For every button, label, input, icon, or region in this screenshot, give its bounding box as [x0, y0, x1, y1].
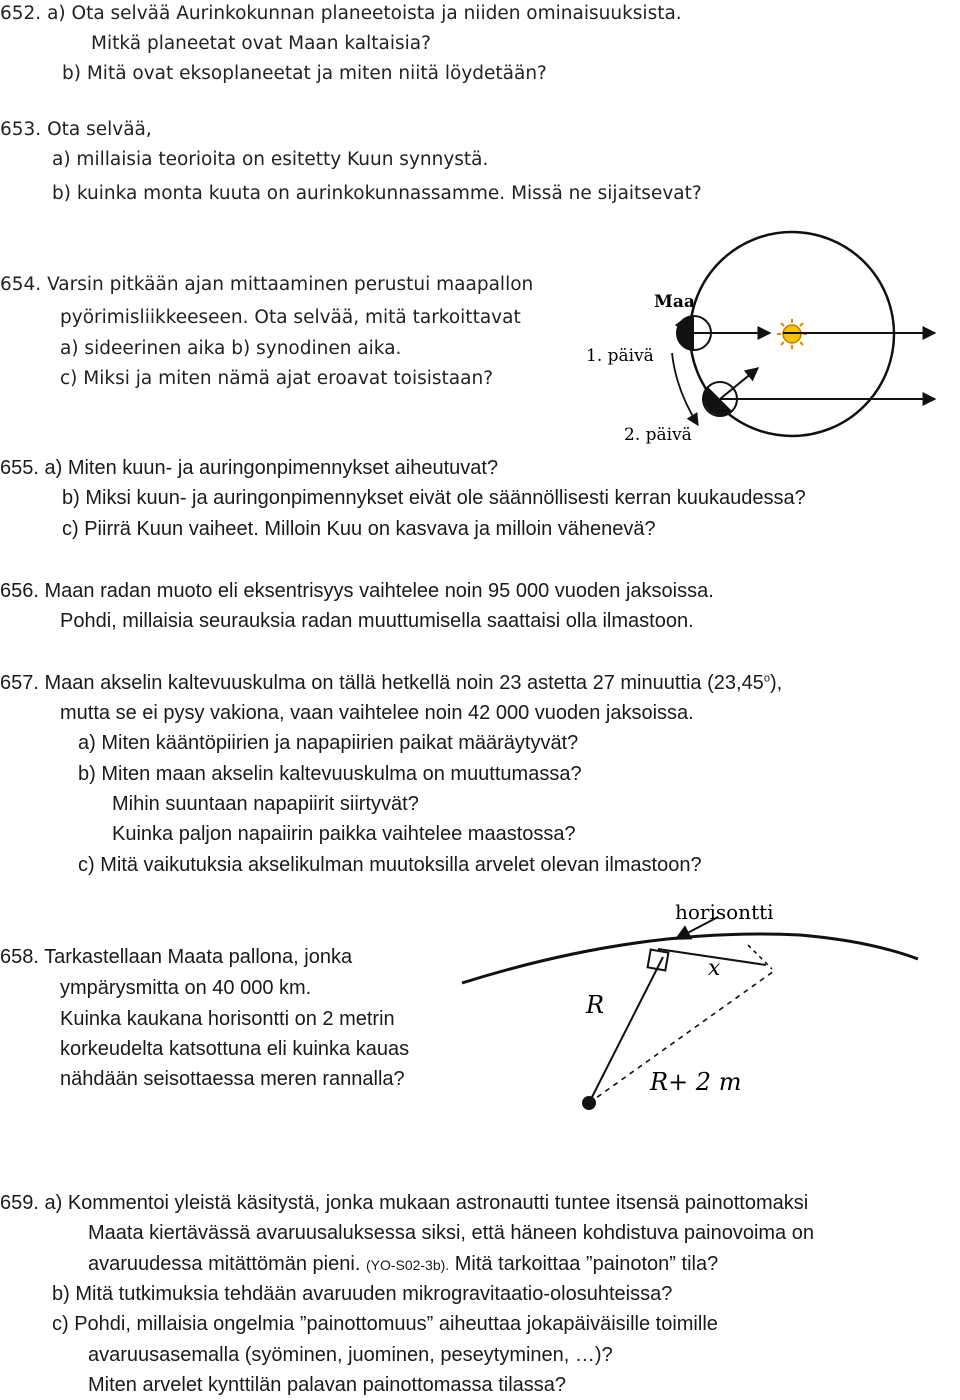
horizon-diagram [450, 895, 960, 1130]
q654-line1: 654. Varsin pitkään ajan mittaaminen perustui maapallon [0, 274, 534, 295]
q659-line4: b) Mitä tutkimuksia tehdään avaruuden mikrogravitaatio-olosuhteissa? [52, 1283, 673, 1305]
orbit-label-day1: 1. päivä [586, 346, 654, 366]
earth-arc [462, 934, 918, 983]
label-x: x [708, 956, 721, 981]
q652-line3: b) Mitä ovat eksoplaneetat ja miten niitä löydetään? [62, 63, 547, 84]
q657-line5: Mihin suuntaan napapiirit siirtyvät? [112, 793, 419, 815]
q652-line1: 652. a) Ota selvää Aurinkokunnan planeetoista ja niiden ominaisuuksista. [0, 3, 682, 24]
q653-line3: b) kuinka monta kuuta on aurinkokunnassamme. Missä ne sijaitsevat? [52, 183, 702, 204]
earth-day2 [703, 368, 935, 416]
q657-line7: c) Mitä vaikutuksia akselikulman muutoksilla arvelet olevan ilmastoon? [78, 854, 702, 876]
q659-line7: Miten arvelet kynttilän palavan painottomassa tilassa? [88, 1374, 567, 1396]
q658-line4: korkeudelta katsottuna eli kuinka kauas [60, 1038, 410, 1060]
orbit-diagram [580, 225, 960, 450]
label-horisontti: horisontti [675, 900, 774, 924]
q657-line6: Kuinka paljon napaiirin paikka vaihtelee maastossa? [112, 823, 576, 845]
q659-line1: 659. a) Kommentoi yleistä käsitystä, jonka mukaan astronautti tuntee itsensä painottomaksi [0, 1192, 809, 1214]
q658-line2: ympärysmitta on 40 000 km. [60, 977, 312, 999]
q654-line4: c) Miksi ja miten nämä ajat eroavat toisistaan? [60, 368, 494, 389]
q653-line1: 653. Ota selvää, [0, 119, 152, 140]
q657-line2: mutta se ei pysy vakiona, vaan vaihtelee noin 42 000 vuoden jaksoissa. [60, 702, 694, 724]
q655-line3: c) Piirrä Kuun vaiheet. Milloin Kuu on kasvava ja milloin vähenevä? [62, 518, 656, 540]
label-r: R [586, 991, 605, 1019]
q659-line5: c) Pohdi, millaisia ongelmia ”painottomuus” aiheuttaa jokapäiväisille toimille [52, 1313, 718, 1335]
q659-line6: avaruusasemalla (syöminen, juominen, peseytyminen, …)? [88, 1344, 613, 1366]
q656-line1: 656. Maan radan muoto eli eksentrisyys vaihtelee noin 95 000 vuoden jaksoissa. [0, 580, 714, 602]
q659-line3: avaruudessa mitättömän pieni. (YO-S02-3b). Mitä tarkoittaa ”painoton” tila? [88, 1253, 719, 1275]
q657-line1: 657. Maan akselin kaltevuuskulma on tällä hetkellä noin 23 astetta 27 minuuttia (23,45$^o$), [0, 672, 783, 694]
q659-line2: Maata kiertävässä avaruusaluksessa siksi, että häneen kohdistuva painovoima on [88, 1222, 814, 1244]
earth-day1 [677, 316, 770, 350]
q658-line3: Kuinka kaukana horisontti on 2 metrin [60, 1008, 395, 1030]
q657-line4: b) Miten maan akselin kaltevuuskulma on muuttumassa? [78, 763, 582, 785]
orbit-label-day2: 2. päivä [624, 425, 692, 445]
q658-line5: nähdään seisottaessa meren rannalla? [60, 1068, 405, 1090]
q656-line2: Pohdi, millaisia seurauksia radan muuttumisella saattaisi olla ilmastoon. [60, 610, 694, 632]
q658-line1: 658. Tarkastellaan Maata pallona, jonka [0, 946, 353, 968]
q654-line3: a) sideerinen aika b) synodinen aika. [60, 338, 402, 359]
orbit-label-maa: Maa [654, 292, 695, 312]
q653-line2: a) millaisia teorioita on esitetty Kuun synnystä. [52, 149, 489, 170]
q657-line3: a) Miten kääntöpiirien ja napapiirien paikat määräytyvät? [78, 732, 579, 754]
q654-line2: pyörimisliikkeeseen. Ota selvää, mitä tarkoittavat [60, 307, 521, 328]
q655-line1: 655. a) Miten kuun- ja auringonpimennykset aiheutuvat? [0, 457, 499, 479]
q652-line2: Mitkä planeetat ovat Maan kaltaisia? [91, 33, 431, 54]
earth-center [582, 1096, 596, 1110]
q655-line2: b) Miksi kuun- ja auringonpimennykset eivät ole säännöllisesti kerran kuukaudessa? [62, 487, 806, 509]
label-r-plus: R+ 2 m [650, 1068, 742, 1096]
